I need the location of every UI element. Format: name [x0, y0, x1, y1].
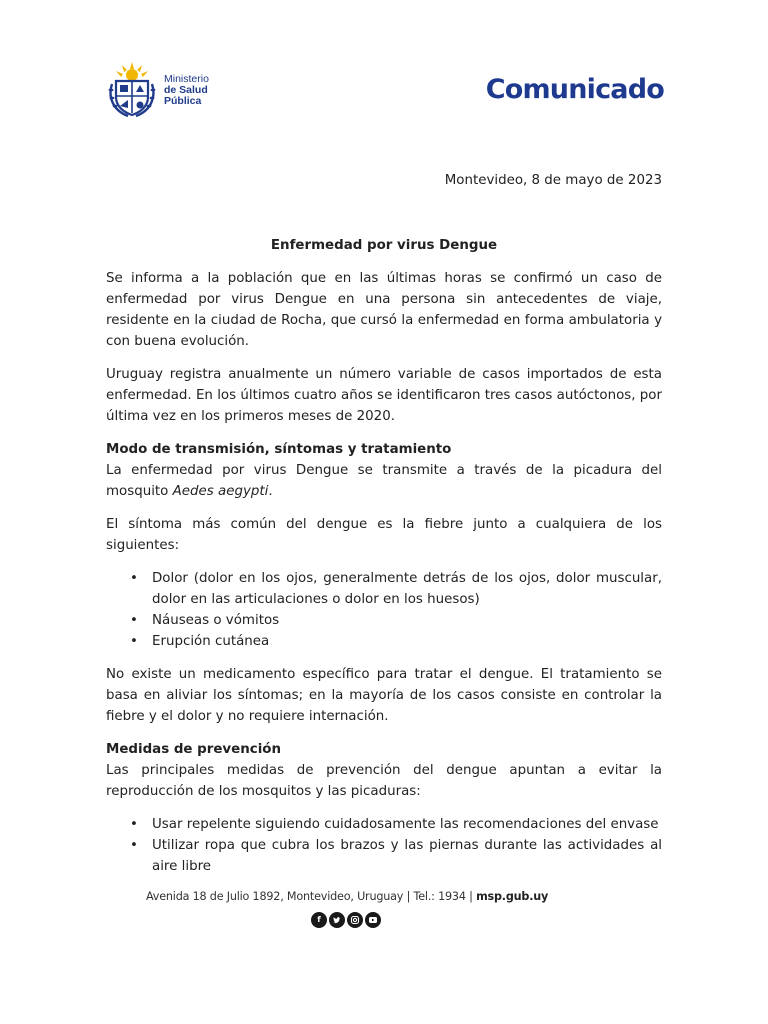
species-name: Aedes aegypti [172, 484, 269, 499]
list-item: • Erupción cutánea [106, 631, 662, 652]
paragraph-2: Uruguay registra anualmente un número variable de casos importados de esta enfermedad. En los últimos cuatro años se identificaron tres casos autóctonos, por última vez en los primeros meses de 2020. [106, 367, 662, 424]
social-links [311, 912, 381, 928]
footer-address [146, 888, 548, 906]
youtube-icon[interactable] [365, 912, 381, 928]
document-date: Montevideo, 8 de mayo de 2023 [444, 173, 662, 188]
list-item: • Dolor (dolor en los ojos, generalmente detrás de los ojos, dolor muscular, dolor en las articulaciones o dolor en los huesos) [106, 568, 662, 610]
twitter-icon[interactable] [329, 912, 345, 928]
paragraph-3 [106, 460, 662, 502]
logo-wordmark [164, 74, 209, 107]
paragraph-1: Se informa a la población que en las últimas horas se confirmó un caso de enfermedad por virus Dengue en una persona sin antecedentes de viaje, residente en la ciudad de Rocha, que cursó la enfermedad en forma ambulatoria y con buena evolución. [106, 271, 662, 349]
symptoms-list [106, 568, 662, 652]
logo-line-1: Ministerio [164, 73, 209, 85]
document-header [106, 58, 664, 122]
document-title: Enfermedad por virus Dengue [270, 238, 498, 253]
paragraph-3-end: . [268, 484, 273, 499]
section-heading-transmission: Modo de transmisión, síntomas y tratamiento [106, 442, 452, 457]
list-item: • Náuseas o vómitos [106, 610, 662, 631]
list-item: • Utilizar ropa que cubra los brazos y las piernas durante las actividades al aire libre [106, 835, 662, 877]
paragraph-5: No existe un medicamento específico para tratar el dengue. El tratamiento se basa en aliviar los síntomas; en la mayoría de los casos consiste en controlar la fiebre y el dolor y no requiere internación. [106, 667, 662, 724]
website-link[interactable]: msp.gub.uy [476, 890, 549, 903]
list-item: • Usar repelente siguiendo cuidadosamente las recomendaciones del envase [106, 814, 662, 835]
logo-line-2: de Salud [164, 84, 208, 96]
logo-line-3: Pública [164, 95, 202, 107]
paragraph-6: Las principales medidas de prevención del dengue apuntan a evitar la reproducción de los mosquitos y las picaduras: [106, 763, 662, 799]
section-heading-prevention: Medidas de prevención [106, 742, 282, 757]
paragraph-4: El síntoma más común del dengue es la fiebre junto a cualquiera de los siguientes: [106, 517, 662, 553]
document-body [106, 170, 662, 889]
coat-of-arms-icon [106, 60, 158, 120]
document-footer [0, 888, 768, 938]
paragraph-3-text: La enfermedad por virus Dengue se transmite a través de la picadura del mosquito [106, 463, 662, 499]
document-type-title: Comunicado [485, 74, 664, 105]
ministry-logo [106, 60, 236, 120]
instagram-icon[interactable] [347, 912, 363, 928]
address-text: Avenida 18 de Julio 1892, Montevideo, Uruguay | Tel.: 1934 | [146, 890, 477, 903]
prevention-list [106, 814, 662, 877]
facebook-icon[interactable]: f [311, 912, 327, 928]
